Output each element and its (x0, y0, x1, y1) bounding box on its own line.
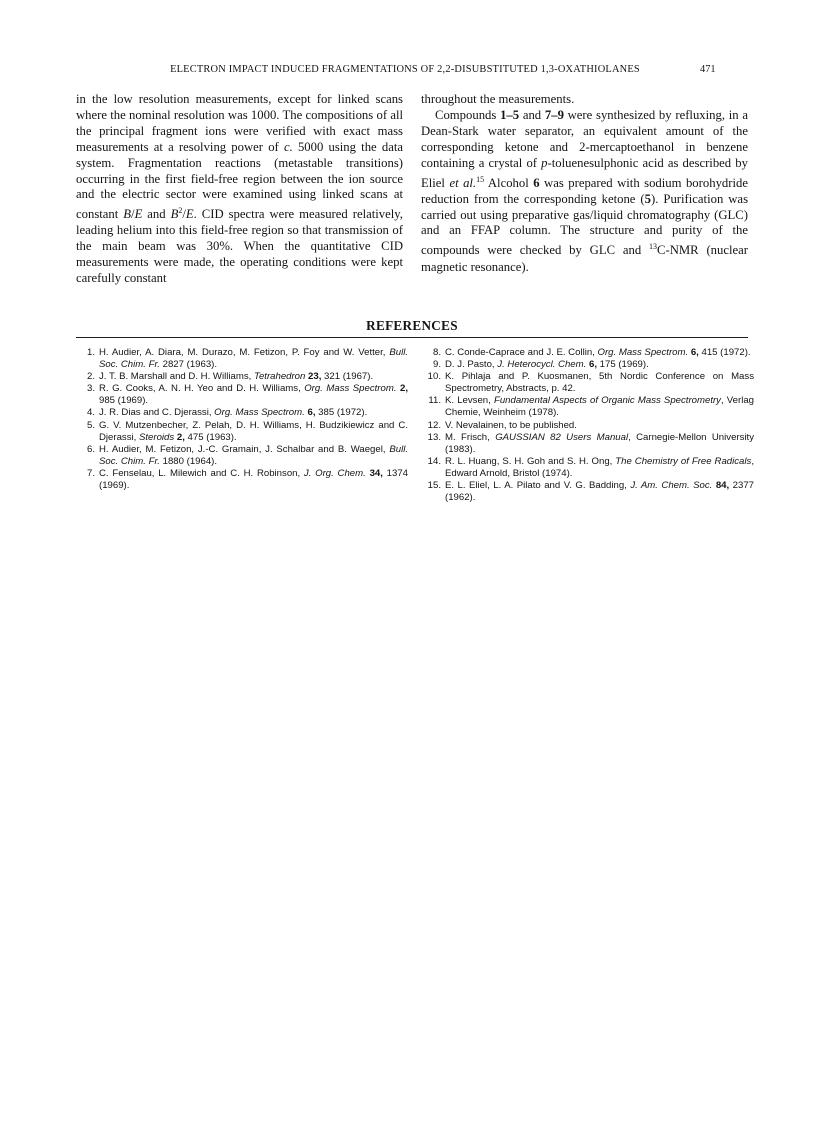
body-column-left (76, 92, 403, 287)
reference-item: 1. H. Audier, A. Diara, M. Durazo, M. Fetizon, P. Foy and W. Vetter, Bull. Soc. Chim. Fr. 2827 (1963). (86, 347, 408, 371)
reference-item: 9. D. J. Pasto, J. Heterocycl. Chem. 6, 175 (1969). (432, 359, 649, 371)
reference-item: 11. K. Levsen, Fundamental Aspects of Organic Mass Spectrometry, Verlag Chemie, Weinheim (1978). (428, 395, 754, 419)
reference-item: 3. R. G. Cooks, A. N. H. Yeo and D. H. Williams, Org. Mass Spectrom. 2, 985 (1969). (86, 383, 409, 407)
measurements-continuation: throughout the measurements. (421, 92, 575, 106)
running-title: ELECTRON IMPACT INDUCED FRAGMENTATIONS OF 2,2-DISUBSTITUTED 1,3-OXATHIOLANES (170, 64, 640, 75)
references-rule (76, 337, 748, 338)
references-column-left (78, 347, 408, 492)
reference-item: 2. J. T. B. Marshall and D. H. Williams, Tetrahedron 23, 321 (1967). (86, 371, 374, 383)
reference-item: 12. V. Nevalainen, to be published. (427, 419, 577, 431)
reference-item: 10. K. Pihlaja and P. Kuosmanen, 5th Nordic Conference on Mass Spectrometry, Abstracts, p. 42. (427, 371, 754, 395)
page-number: 471 (700, 64, 716, 75)
references-column-right (424, 347, 754, 504)
reference-item: 14. R. L. Huang, S. H. Goh and S. H. Ong, The Chemistry of Free Radicals, Edward Arnold, Bristol (1974). (427, 455, 754, 479)
references-heading: REFERENCES (366, 318, 458, 333)
reference-item: 7. C. Fenselau, L. Milewich and C. H. Robinson, J. Org. Chem. 34, 1374 (1969). (86, 467, 408, 492)
reference-item: 8. C. Conde-Caprace and J. E. Collin, Org. Mass Spectrom. 6, 415 (1972). (432, 347, 751, 358)
reference-item: 6. H. Audier, M. Fetizon, J.-C. Gramain, J. Schalbar and B. Waegel, Bull. Soc. Chim. Fr. 1880 (1964). (86, 443, 408, 467)
body-column-right (421, 92, 748, 275)
reference-item: 4. J. R. Dias and C. Djerassi, Org. Mass Spectrom. 6, 385 (1972). (86, 407, 368, 419)
methods-paragraph: in the low resolution measurements, except for linked scans where the nominal resolution was 1000. The compositions of all the principal fragment ions were verified with exact mass measurements at a resolving power of c. 5000 using the data system. Fragmentation reactions (metastable transitions) occurring in the first field-free region between the ion source and the electric sector were examined using linked scans at constant B/E and $B^2/E$. CID spectra were measured relatively, leading helium into this field-free region so that transmission of the main beam was 30%. When the quantitative CID measurements were made, the operating conditions were kept carefully constant (76, 92, 403, 286)
reference-item: 15. E. L. Eliel, L. A. Pilato and V. G. Badding, J. Am. Chem. Soc. 84, 2377 (1962). (427, 480, 754, 504)
synthesis-paragraph: Compounds 1–5 and 7–9 were synthesized by refluxing, in a Dean-Stark water separator, an equivalent amount of the corresponding ketone and 2-mercaptoethanol in benzene containing a crystal of p-toluenesulphonic acid as described by Eliel et al.$^{15}$ Alcohol 6 was prepared with sodium borohydride reduction from the corresponding ketone (5). Purification was carried out using preparative gas/liquid chromatography (GLC) and an FFAP column. The structure and purity of the compounds were checked by GLC and $^{13}$C-NMR (nuclear magnetic resonance). (421, 107, 749, 274)
reference-item: 13. M. Frisch, GAUSSIAN 82 Users Manual, Carnegie-Mellon University (1983). (427, 431, 754, 455)
reference-item: 5. G. V. Mutzenbecher, Z. Pelah, D. H. Williams, H. Budzikiewicz and C. Djerassi, Steroids 2, 475 (1963). (86, 419, 408, 443)
